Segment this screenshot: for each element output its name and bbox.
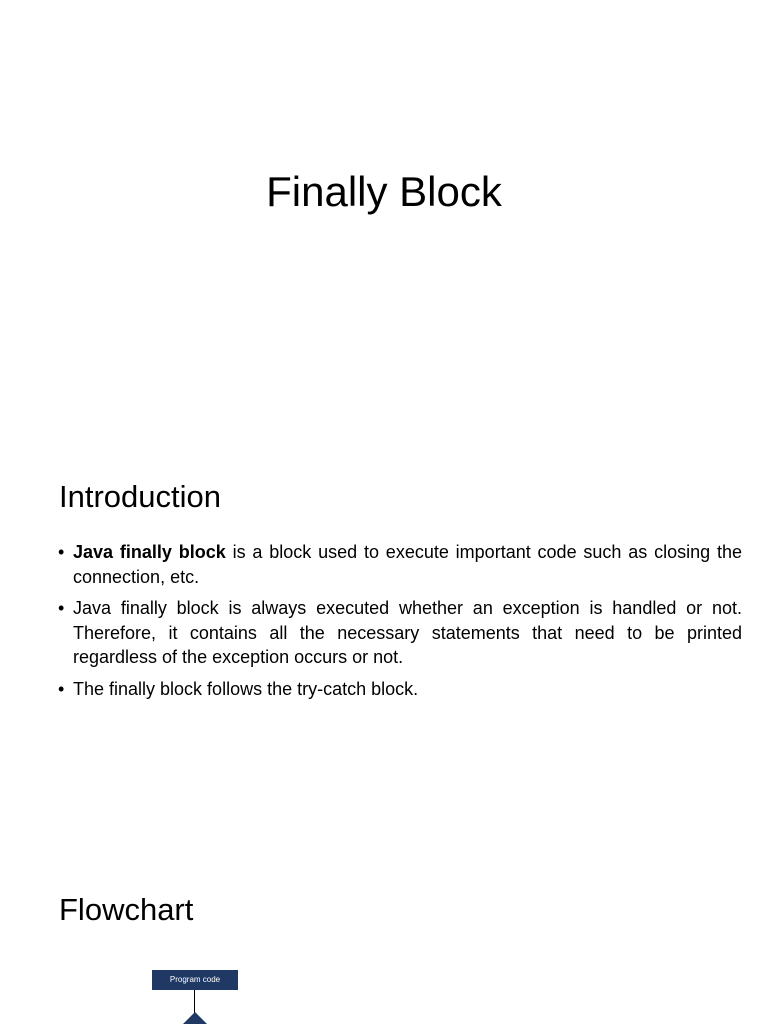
- flowchart-slide: [0, 830, 768, 1024]
- bullet-item: [58, 677, 742, 702]
- bullet-text: Java finally block is always executed whether an exception is handled or not. Therefore, it contains all the necessary statements that need to be printed regardless of the exception occurs or not.: [73, 598, 742, 667]
- flowchart-heading: Flowchart: [59, 892, 194, 927]
- bullet-text: is a block used to execute important code such as closing the connection, etc.: [73, 542, 742, 587]
- bullet-list: [58, 540, 742, 708]
- bullet-item: [58, 596, 742, 670]
- introduction-heading: Introduction: [59, 479, 221, 514]
- bullet-text: The finally block follows the try-catch block.: [73, 678, 419, 699]
- program-code-box: Program code: [152, 970, 238, 990]
- decision-diamond-fill: [178, 1012, 212, 1024]
- title-slide: [0, 0, 768, 415]
- introduction-slide: [0, 415, 768, 830]
- decision-diamond-shape: [178, 1012, 212, 1024]
- slide-title: Finally Block: [266, 168, 502, 215]
- bullet-item: [58, 540, 742, 589]
- bullet-bold-text: Java finally block: [73, 542, 226, 562]
